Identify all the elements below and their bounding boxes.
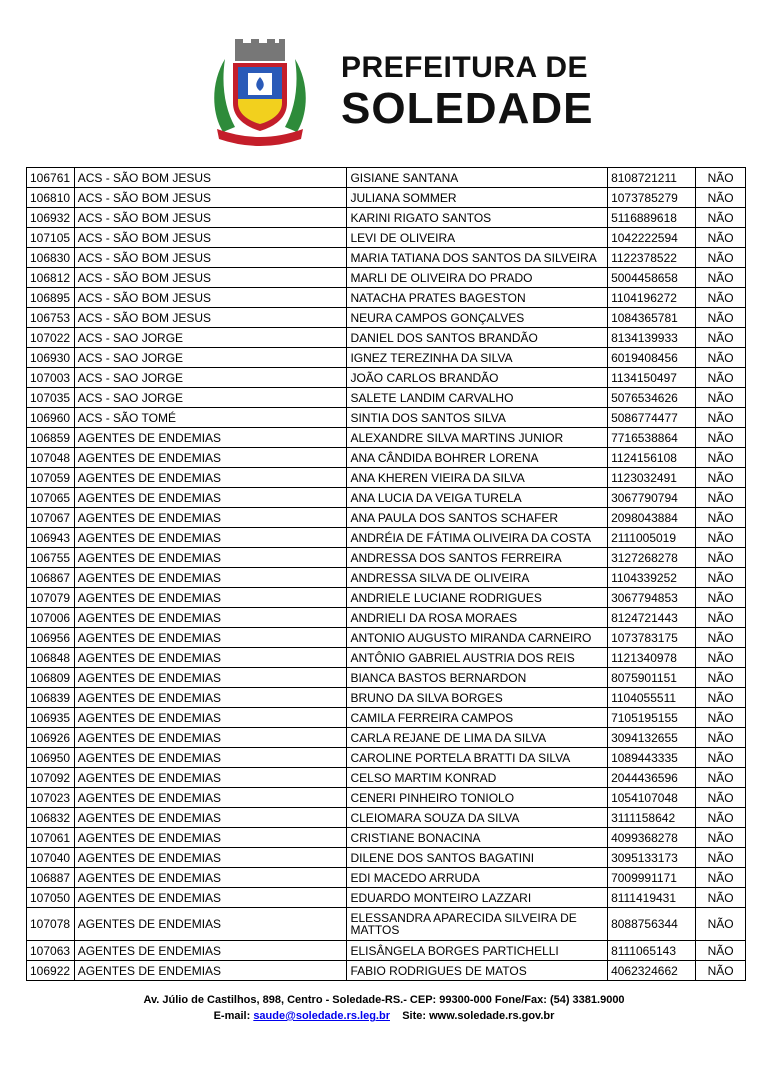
row-status: NÃO bbox=[696, 448, 746, 468]
row-name: EDUARDO MONTEIRO LAZZARI bbox=[347, 888, 608, 908]
row-id: 106753 bbox=[27, 308, 75, 328]
row-document: 2098043884 bbox=[608, 508, 696, 528]
row-name: ANDRIELE LUCIANE RODRIGUES bbox=[347, 588, 608, 608]
row-unit: ACS - SAO JORGE bbox=[74, 368, 347, 388]
row-name: ELESSANDRA APARECIDA SILVEIRA DE MATTOS bbox=[347, 908, 608, 941]
row-name: NATACHA PRATES BAGESTON bbox=[347, 288, 608, 308]
row-id: 106755 bbox=[27, 548, 75, 568]
row-name: ANA LUCIA DA VEIGA TURELA bbox=[347, 488, 608, 508]
row-unit: ACS - SÃO BOM JESUS bbox=[74, 308, 347, 328]
row-unit: AGENTES DE ENDEMIAS bbox=[74, 548, 347, 568]
table-row bbox=[27, 748, 746, 768]
row-document: 8108721211 bbox=[608, 168, 696, 188]
row-name: ANDRÉIA DE FÁTIMA OLIVEIRA DA COSTA bbox=[347, 528, 608, 548]
row-document: 1042222594 bbox=[608, 228, 696, 248]
row-id: 106839 bbox=[27, 688, 75, 708]
row-name: GISIANE SANTANA bbox=[347, 168, 608, 188]
row-name: IGNEZ TEREZINHA DA SILVA bbox=[347, 348, 608, 368]
row-id: 107035 bbox=[27, 388, 75, 408]
row-unit: AGENTES DE ENDEMIAS bbox=[74, 728, 347, 748]
row-name: MARIA TATIANA DOS SANTOS DA SILVEIRA bbox=[347, 248, 608, 268]
table-row bbox=[27, 488, 746, 508]
row-status: NÃO bbox=[696, 868, 746, 888]
row-unit: AGENTES DE ENDEMIAS bbox=[74, 788, 347, 808]
row-document: 7009991171 bbox=[608, 868, 696, 888]
table-row bbox=[27, 548, 746, 568]
footer-contact bbox=[0, 1008, 768, 1024]
row-name: CRISTIANE BONACINA bbox=[347, 828, 608, 848]
table-row bbox=[27, 888, 746, 908]
row-name: CARLA REJANE DE LIMA DA SILVA bbox=[347, 728, 608, 748]
row-name: CAROLINE PORTELA BRATTI DA SILVA bbox=[347, 748, 608, 768]
row-document: 8088756344 bbox=[608, 908, 696, 941]
row-document: 1054107048 bbox=[608, 788, 696, 808]
row-id: 106830 bbox=[27, 248, 75, 268]
letterhead-title-line2: SOLEDADE bbox=[341, 84, 594, 133]
row-id: 106930 bbox=[27, 348, 75, 368]
row-status: NÃO bbox=[696, 668, 746, 688]
row-document: 5116889618 bbox=[608, 208, 696, 228]
row-status: NÃO bbox=[696, 888, 746, 908]
table-row bbox=[27, 908, 746, 941]
row-id: 107050 bbox=[27, 888, 75, 908]
footer-email-label: E-mail: bbox=[213, 1010, 251, 1022]
row-unit: AGENTES DE ENDEMIAS bbox=[74, 608, 347, 628]
row-id: 106956 bbox=[27, 628, 75, 648]
row-id: 107040 bbox=[27, 848, 75, 868]
row-id: 107023 bbox=[27, 788, 75, 808]
table-row bbox=[27, 568, 746, 588]
row-unit: AGENTES DE ENDEMIAS bbox=[74, 868, 347, 888]
row-unit: AGENTES DE ENDEMIAS bbox=[74, 668, 347, 688]
row-document: 4099368278 bbox=[608, 828, 696, 848]
row-id: 106960 bbox=[27, 408, 75, 428]
row-document: 2044436596 bbox=[608, 768, 696, 788]
letterhead bbox=[205, 37, 600, 147]
row-status: NÃO bbox=[696, 388, 746, 408]
row-document: 3111158642 bbox=[608, 808, 696, 828]
row-document: 1104196272 bbox=[608, 288, 696, 308]
row-name: ANTÔNIO GABRIEL AUSTRIA DOS REIS bbox=[347, 648, 608, 668]
row-document: 1073783175 bbox=[608, 628, 696, 648]
row-unit: ACS - SAO JORGE bbox=[74, 328, 347, 348]
row-status: NÃO bbox=[696, 468, 746, 488]
row-name: CLEIOMARA SOUZA DA SILVA bbox=[347, 808, 608, 828]
table-row bbox=[27, 848, 746, 868]
row-unit: ACS - SAO JORGE bbox=[74, 388, 347, 408]
row-unit: ACS - SÃO BOM JESUS bbox=[74, 268, 347, 288]
table-row bbox=[27, 868, 746, 888]
row-document: 1124156108 bbox=[608, 448, 696, 468]
row-document: 1134150497 bbox=[608, 368, 696, 388]
table-row bbox=[27, 941, 746, 961]
row-status: NÃO bbox=[696, 808, 746, 828]
row-document: 1084365781 bbox=[608, 308, 696, 328]
table-row bbox=[27, 508, 746, 528]
row-status: NÃO bbox=[696, 248, 746, 268]
row-name: SALETE LANDIM CARVALHO bbox=[347, 388, 608, 408]
table-row bbox=[27, 308, 746, 328]
row-status: NÃO bbox=[696, 408, 746, 428]
row-id: 106887 bbox=[27, 868, 75, 888]
table-row bbox=[27, 788, 746, 808]
row-name: ANA KHEREN VIEIRA DA SILVA bbox=[347, 468, 608, 488]
row-status: NÃO bbox=[696, 848, 746, 868]
row-status: NÃO bbox=[696, 288, 746, 308]
row-id: 107006 bbox=[27, 608, 75, 628]
row-unit: AGENTES DE ENDEMIAS bbox=[74, 848, 347, 868]
row-id: 107067 bbox=[27, 508, 75, 528]
table-row bbox=[27, 288, 746, 308]
row-unit: AGENTES DE ENDEMIAS bbox=[74, 448, 347, 468]
row-status: NÃO bbox=[696, 908, 746, 941]
footer-address: Av. Júlio de Castilhos, 898, Centro - Soledade-RS.- CEP: 99300-000 Fone/Fax: (54) 3381.9000 bbox=[143, 994, 625, 1006]
row-status: NÃO bbox=[696, 788, 746, 808]
row-document: 7105195155 bbox=[608, 708, 696, 728]
row-unit: ACS - SÃO TOMÉ bbox=[74, 408, 347, 428]
row-unit: AGENTES DE ENDEMIAS bbox=[74, 648, 347, 668]
row-id: 106895 bbox=[27, 288, 75, 308]
row-id: 107079 bbox=[27, 588, 75, 608]
row-document: 8111065143 bbox=[608, 941, 696, 961]
table-row bbox=[27, 961, 746, 981]
row-name: ANDRESSA SILVA DE OLIVEIRA bbox=[347, 568, 608, 588]
row-unit: AGENTES DE ENDEMIAS bbox=[74, 468, 347, 488]
row-unit: ACS - SÃO BOM JESUS bbox=[74, 188, 347, 208]
row-name: BRUNO DA SILVA BORGES bbox=[347, 688, 608, 708]
row-name: JOÃO CARLOS BRANDÃO bbox=[347, 368, 608, 388]
row-name: LEVI DE OLIVEIRA bbox=[347, 228, 608, 248]
row-status: NÃO bbox=[696, 228, 746, 248]
table-row bbox=[27, 728, 746, 748]
table-row bbox=[27, 328, 746, 348]
row-name: ANDRESSA DOS SANTOS FERREIRA bbox=[347, 548, 608, 568]
row-unit: AGENTES DE ENDEMIAS bbox=[74, 748, 347, 768]
footer-email-link[interactable]: saude@soledade.rs.leg.br bbox=[253, 1010, 390, 1022]
row-status: NÃO bbox=[696, 268, 746, 288]
row-unit: AGENTES DE ENDEMIAS bbox=[74, 528, 347, 548]
row-status: NÃO bbox=[696, 168, 746, 188]
page-footer bbox=[0, 992, 768, 1024]
row-unit: ACS - SAO JORGE bbox=[74, 348, 347, 368]
row-name: BIANCA BASTOS BERNARDON bbox=[347, 668, 608, 688]
row-id: 107065 bbox=[27, 488, 75, 508]
row-id: 107059 bbox=[27, 468, 75, 488]
row-unit: AGENTES DE ENDEMIAS bbox=[74, 628, 347, 648]
letterhead-title-line1: PREFEITURA DE bbox=[341, 51, 589, 84]
row-document: 3067794853 bbox=[608, 588, 696, 608]
row-unit: AGENTES DE ENDEMIAS bbox=[74, 488, 347, 508]
table-row bbox=[27, 608, 746, 628]
row-name: SINTIA DOS SANTOS SILVA bbox=[347, 408, 608, 428]
row-name: ELISÂNGELA BORGES PARTICHELLI bbox=[347, 941, 608, 961]
row-unit: AGENTES DE ENDEMIAS bbox=[74, 941, 347, 961]
row-unit: ACS - SÃO BOM JESUS bbox=[74, 288, 347, 308]
table-row bbox=[27, 708, 746, 728]
row-name: FABIO RODRIGUES DE MATOS bbox=[347, 961, 608, 981]
row-id: 107105 bbox=[27, 228, 75, 248]
row-status: NÃO bbox=[696, 941, 746, 961]
row-document: 1073785279 bbox=[608, 188, 696, 208]
row-status: NÃO bbox=[696, 748, 746, 768]
table-row bbox=[27, 468, 746, 488]
row-status: NÃO bbox=[696, 608, 746, 628]
row-status: NÃO bbox=[696, 488, 746, 508]
row-document: 1104339252 bbox=[608, 568, 696, 588]
table-row bbox=[27, 208, 746, 228]
row-unit: AGENTES DE ENDEMIAS bbox=[74, 688, 347, 708]
row-document: 8075901151 bbox=[608, 668, 696, 688]
row-unit: AGENTES DE ENDEMIAS bbox=[74, 808, 347, 828]
row-document: 2111005019 bbox=[608, 528, 696, 548]
row-status: NÃO bbox=[696, 828, 746, 848]
row-id: 107078 bbox=[27, 908, 75, 941]
row-name: KARINI RIGATO SANTOS bbox=[347, 208, 608, 228]
table-row bbox=[27, 248, 746, 268]
row-unit: AGENTES DE ENDEMIAS bbox=[74, 828, 347, 848]
row-id: 106812 bbox=[27, 268, 75, 288]
row-name: JULIANA SOMMER bbox=[347, 188, 608, 208]
footer-site: Site: www.soledade.rs.gov.br bbox=[402, 1010, 555, 1022]
row-unit: ACS - SÃO BOM JESUS bbox=[74, 208, 347, 228]
row-document: 3067790794 bbox=[608, 488, 696, 508]
table-row bbox=[27, 188, 746, 208]
row-document: 8124721443 bbox=[608, 608, 696, 628]
row-name: ANDRIELI DA ROSA MORAES bbox=[347, 608, 608, 628]
row-unit: AGENTES DE ENDEMIAS bbox=[74, 428, 347, 448]
row-document: 1089443335 bbox=[608, 748, 696, 768]
row-id: 106935 bbox=[27, 708, 75, 728]
table-row bbox=[27, 828, 746, 848]
row-name: NEURA CAMPOS GONÇALVES bbox=[347, 308, 608, 328]
row-status: NÃO bbox=[696, 208, 746, 228]
row-status: NÃO bbox=[696, 348, 746, 368]
row-status: NÃO bbox=[696, 308, 746, 328]
table-row bbox=[27, 228, 746, 248]
row-unit: AGENTES DE ENDEMIAS bbox=[74, 508, 347, 528]
row-id: 107048 bbox=[27, 448, 75, 468]
row-id: 106867 bbox=[27, 568, 75, 588]
row-document: 1104055511 bbox=[608, 688, 696, 708]
row-name: CELSO MARTIM KONRAD bbox=[347, 768, 608, 788]
row-document: 1122378522 bbox=[608, 248, 696, 268]
row-name: ALEXANDRE SILVA MARTINS JUNIOR bbox=[347, 428, 608, 448]
row-document: 1121340978 bbox=[608, 648, 696, 668]
row-id: 107022 bbox=[27, 328, 75, 348]
row-unit: AGENTES DE ENDEMIAS bbox=[74, 888, 347, 908]
row-name: CENERI PINHEIRO TONIOLO bbox=[347, 788, 608, 808]
row-unit: AGENTES DE ENDEMIAS bbox=[74, 768, 347, 788]
row-unit: AGENTES DE ENDEMIAS bbox=[74, 568, 347, 588]
row-unit: ACS - SÃO BOM JESUS bbox=[74, 228, 347, 248]
row-document: 7716538864 bbox=[608, 428, 696, 448]
row-status: NÃO bbox=[696, 328, 746, 348]
row-name: CAMILA FERREIRA CAMPOS bbox=[347, 708, 608, 728]
table-row bbox=[27, 388, 746, 408]
table-row bbox=[27, 588, 746, 608]
row-id: 106943 bbox=[27, 528, 75, 548]
row-status: NÃO bbox=[696, 548, 746, 568]
table-row bbox=[27, 268, 746, 288]
row-document: 8134139933 bbox=[608, 328, 696, 348]
row-document: 6019408456 bbox=[608, 348, 696, 368]
table-row bbox=[27, 408, 746, 428]
row-id: 106932 bbox=[27, 208, 75, 228]
row-name: EDI MACEDO ARRUDA bbox=[347, 868, 608, 888]
row-status: NÃO bbox=[696, 188, 746, 208]
row-name: ANA PAULA DOS SANTOS SCHAFER bbox=[347, 508, 608, 528]
table-row bbox=[27, 368, 746, 388]
table-row bbox=[27, 168, 746, 188]
row-document: 3095133173 bbox=[608, 848, 696, 868]
row-id: 106832 bbox=[27, 808, 75, 828]
row-id: 106848 bbox=[27, 648, 75, 668]
row-id: 106809 bbox=[27, 668, 75, 688]
row-status: NÃO bbox=[696, 768, 746, 788]
row-status: NÃO bbox=[696, 428, 746, 448]
row-name: DILENE DOS SANTOS BAGATINI bbox=[347, 848, 608, 868]
table-row bbox=[27, 668, 746, 688]
row-status: NÃO bbox=[696, 368, 746, 388]
row-unit: AGENTES DE ENDEMIAS bbox=[74, 961, 347, 981]
table-row bbox=[27, 428, 746, 448]
row-document: 5086774477 bbox=[608, 408, 696, 428]
row-id: 106859 bbox=[27, 428, 75, 448]
row-id: 107063 bbox=[27, 941, 75, 961]
row-id: 107003 bbox=[27, 368, 75, 388]
row-id: 106761 bbox=[27, 168, 75, 188]
table-row bbox=[27, 628, 746, 648]
row-id: 107092 bbox=[27, 768, 75, 788]
row-unit: AGENTES DE ENDEMIAS bbox=[74, 908, 347, 941]
table-row bbox=[27, 448, 746, 468]
row-document: 3127268278 bbox=[608, 548, 696, 568]
table-row bbox=[27, 768, 746, 788]
table-row bbox=[27, 528, 746, 548]
row-status: NÃO bbox=[696, 588, 746, 608]
row-status: NÃO bbox=[696, 628, 746, 648]
row-status: NÃO bbox=[696, 961, 746, 981]
coat-of-arms-icon bbox=[205, 37, 315, 147]
row-unit: AGENTES DE ENDEMIAS bbox=[74, 708, 347, 728]
row-name: ANA CÂNDIDA BOHRER LORENA bbox=[347, 448, 608, 468]
row-unit: ACS - SÃO BOM JESUS bbox=[74, 248, 347, 268]
row-document: 4062324662 bbox=[608, 961, 696, 981]
row-id: 106922 bbox=[27, 961, 75, 981]
row-unit: ACS - SÃO BOM JESUS bbox=[74, 168, 347, 188]
row-status: NÃO bbox=[696, 648, 746, 668]
row-status: NÃO bbox=[696, 568, 746, 588]
row-unit: AGENTES DE ENDEMIAS bbox=[74, 588, 347, 608]
row-name: DANIEL DOS SANTOS BRANDÃO bbox=[347, 328, 608, 348]
row-status: NÃO bbox=[696, 708, 746, 728]
row-id: 107061 bbox=[27, 828, 75, 848]
row-id: 106926 bbox=[27, 728, 75, 748]
table-row bbox=[27, 808, 746, 828]
staff-table bbox=[26, 167, 746, 981]
row-name: MARLI DE OLIVEIRA DO PRADO bbox=[347, 268, 608, 288]
row-document: 3094132655 bbox=[608, 728, 696, 748]
row-document: 5076534626 bbox=[608, 388, 696, 408]
table-row bbox=[27, 688, 746, 708]
row-document: 1123032491 bbox=[608, 468, 696, 488]
row-id: 106950 bbox=[27, 748, 75, 768]
row-document: 5004458658 bbox=[608, 268, 696, 288]
row-document: 8111419431 bbox=[608, 888, 696, 908]
row-status: NÃO bbox=[696, 528, 746, 548]
row-name: ANTONIO AUGUSTO MIRANDA CARNEIRO bbox=[347, 628, 608, 648]
row-status: NÃO bbox=[696, 728, 746, 748]
row-status: NÃO bbox=[696, 508, 746, 528]
table-row bbox=[27, 648, 746, 668]
table-row bbox=[27, 348, 746, 368]
row-status: NÃO bbox=[696, 688, 746, 708]
row-id: 106810 bbox=[27, 188, 75, 208]
